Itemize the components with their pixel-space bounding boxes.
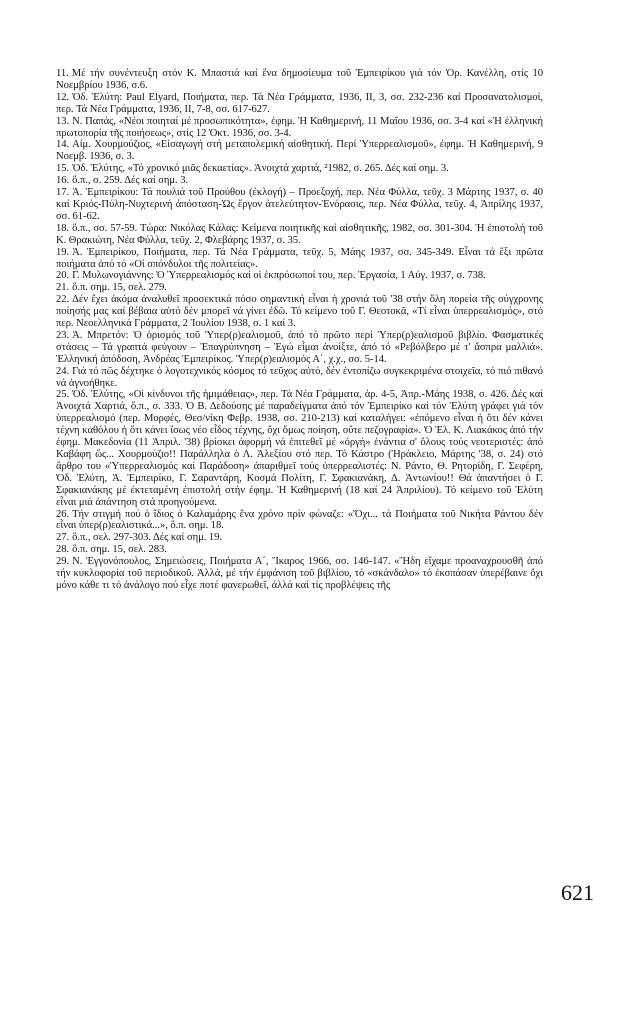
footnote-text: Ὀδ. Ἐλύτης, «Οἱ κίνδυνοι τῆς ἡμιμάθειας», περ. Τά Νέα Γράμματα, ἀρ. 4-5, Ἀπρ.-Μάης 1938, σ. 426. Δές καί Ἀνοιχτά Χαρτιά, ὅ.π., σ. 333. Ὁ Β. Δεδούσης μέ παραδείγματα ἀπό τόν Ἐμπειρίκο καί τόν Ἐλύτη γράφει γιά τόν ὑπερρεαλισμό (περ. Μορφές, Θεσ/νίκη Φεβρ. 1938, σσ. 210-213) καί καταλήγει: «ἑπόμενο εἶναι ἡ ὅτι δέν κάνει τέχνη καθόλου ἡ ὅτι κάνει ἴσως νέο εἶδος τέχνης, ὄχι ὅμως ποίηση, οὔτε πεζογραφία». Ὁ Ἐλ. Κ. Λιακάκος ἀπό τήν ἐφημ. Μακεδονία (11 Ἀπριλ. '38) βρίσκει ἀφορμή νά ἐπιτεθεῖ μέ «ὀργή» ἐνάντια σ' ὅλους τούς νεοτεριστές: ἀπό Καβάφη ὥς... Χουρμούζιο!! Παράλληλα ὁ Λ. Ἀλεξίου στό περ. Τό Κάστρο (Ἡράκλειο, Μάρτης '38, σ. 24) στό ἄρθρο του «Ὑπερρεαλισμός καί Παράδοση» ἀπαριθμεῖ τούς ὑπερρεαλιστές: Ν. Ράντο, Θ. Ρητορίδη, Γ. Σεφέρη, Ὀδ. Ἐλύτη, Ἀ. Ἐμπειρίκο, Γ. Σαραντάρη, Κοσμά Πολίτη, Γ. Σφακιανάκη, Δ. Ἀντωνίου!! Θά ἀπαντήσει ὁ Γ. Σφακιανάκης μέ ἐκτεταμένη ἐπιστολή στήν ἐφημ. Ἡ Καθημερινή (18 καί 24 Ἀπριλίου). Τό κείμενο τοῦ Ἐλύτη εἶναι μιά ἀπάντηση στά προηγούμενα. — [56, 389, 543, 508]
footnote-number: 16. — [56, 175, 70, 187]
footnote-item — [56, 175, 543, 187]
footnote-text: ὅ.π. σημ. 15, σελ. 279. — [72, 282, 167, 294]
footnote-item — [56, 282, 543, 294]
footnote-number: 17. — [56, 187, 70, 199]
footnote-text: Ν. Παπάς, «Νέοι ποιηταί μέ προσωπικότητα», ἐφημ. Ἡ Καθημερινή, 11 Μαΐου 1936, σσ. 3-4 καί «Ἡ ἑλληνική πρωτοπορία τῆς ποιήσεως», στίς 12 Ὀκτ. 1936, σσ. 3-4. — [56, 115, 543, 139]
footnote-number: 14. — [56, 139, 70, 151]
footnote-item — [56, 247, 543, 271]
footnote-number: 29. — [56, 556, 70, 568]
footnote-item — [56, 163, 543, 175]
footnote-number: 21. — [56, 282, 70, 294]
footnote-number: 24. — [56, 365, 70, 377]
footnote-item — [56, 389, 543, 508]
footnote-number: 25. — [56, 389, 70, 401]
footnote-text: Ν. Ἐγγονόπουλος, Σημειώσεις, Ποιήματα Α΄, Ἴκαρος 1966, σσ. 146-147. «Ἤδη εἴχαμε προαναχρουσθῆ ἀπό τήν κυκλοφορία τοῦ περιοδικοῦ. Ἀλλά, μέ τήν ἐμφάνιση τοῦ βιβλίου, τό «σκάνδαλο» τό ἐκσπάσαν ὑπερέβαινε ὄχι μόνο κάθε τι τό ἀνάλογο πού εἶχε ποτέ φανερωθεῖ, ἀλλά καί τίς προβλέψεις τῆς — [56, 556, 543, 591]
footnote-text: Ἀ. Ἐμπειρίκου, Ποιήματα, περ. Τά Νέα Γράμματα, τεῦχ. 5, Μάης 1937, σσ. 345-349. Εἶναι τά ἕξι πρῶτα ποιήματα ἀπό τό «Οἱ σπόνδυλοι τῆς πολιτείας». — [56, 246, 543, 270]
footnote-item — [56, 544, 543, 556]
footnote-item — [56, 116, 543, 140]
footnote-text: Ἀ. Ἐμπειρίκου: Τά πουλιά τοῦ Προύθου (ἐκλογή) – Προεξοχή, περ. Νέα Φύλλα, τεῦχ. 3 Μάρτης 1937, σ. 40 καί Κριός-Πύλη-Νυχτερινή ἀπόσταση-Ὡς ἔργον ἀτελεύτητον-Ἐνόρασις, περ. Νέα Φύλλα, τεῦχ. 4, Ἀπρίλης 1937, σσ. 61-62. — [56, 187, 543, 222]
footnote-item — [56, 509, 543, 533]
footnote-number: 13. — [56, 115, 70, 127]
footnote-item — [56, 139, 543, 163]
footnote-item — [56, 223, 543, 247]
footnote-item — [56, 532, 543, 544]
footnote-item — [56, 270, 543, 282]
footnote-item — [56, 330, 543, 366]
footnote-item — [56, 294, 543, 330]
footnote-text: Μέ τήν συνέντευξη στόν Κ. Μπαστιά καί ἕνα δημοσίευμα τοῦ Ἐμπειρίκου γιά τόν Ὀρ. Κανέλλη, στίς 10 Νοεμβρίου 1936, σ.6. — [56, 68, 543, 91]
footnote-text: Δέν ἔχει ἀκόμα ἀναλυθεῖ προσεκτικά πόσο σημαντική εἶναι ἡ χρονιά τοῦ '38 στήν ὅλη πορεία τῆς σύγχρονης ποίησής μας καί βέβαια αὐτό δέν μπορεῖ νά γίνει ἐδῶ. Τό κείμενο τοῦ Γ. Θεοτοκᾶ, «Τί εἶναι ὑπερρεαλισμός», στό περ. Νεοελληνικά Γράμματα, 2 Ἰουλίου 1938, σ. 1 καί 3. — [56, 294, 543, 330]
footnote-item — [56, 92, 543, 116]
footnote-number: 26. — [56, 508, 70, 520]
footnote-text: Αἰμ. Χουρμούζιος, «Εἰσαγωγή στή μεταπολεμική αἰσθητική. Περί Ὑπερρεαλισμοῦ», ἐφημ. Ἡ Καθημερινή, 9 Νοεμβ. 1936, σ. 3. — [56, 139, 543, 163]
footnote-text: ὅ.π., σελ. 297-303. Δές καί σημ. 19. — [72, 532, 223, 544]
footnotes-list — [56, 68, 543, 592]
footnote-number: 18. — [56, 222, 70, 234]
footnote-number: 23. — [56, 329, 70, 341]
page-number: 621 — [561, 880, 594, 905]
footnote-number: 27. — [56, 532, 70, 544]
footnote-number: 20. — [56, 270, 70, 282]
footnote-number: 15. — [56, 163, 70, 175]
footnote-text: Γ. Μυλωνογιάννης: Ὁ Ὑπερρεαλισμός καί οἱ ἐκπρόσωποί του, περ. Ἐργασία, 1 Αὐγ. 1937, σ. 738. — [72, 270, 486, 282]
footnote-number: 11. — [56, 68, 69, 79]
footnote-number: 19. — [56, 246, 70, 258]
footnote-text: Τήν στιγμή πού ὁ ἴδιος ὁ Καλαμάρης ἕνα χρόνο πρίν φώναζε: «Ὄχι... τά Ποιήματα τοῦ Νικήτα Ράντου δέν εἶναι ὑπερ(ρ)εαλιστικά...», ὅ.π. σημ. 18. — [56, 508, 543, 532]
footnote-text: Γιά τό πῶς δέχτηκε ὁ λογοτεχνικός κόσμος τό τεῦχος αὐτό, δέν ἐντοπίζω συγκεκριμένα στοιχεῖα, τό πιό πιθανό νά ἀγνοήθηκε. — [56, 365, 543, 389]
footnote-number: 12. — [56, 91, 70, 103]
footnote-text: Ἀ. Μπρετόν: Ὁ ὁρισμός τοῦ Ὑπερ(ρ)εαλισμοῦ, ἀπό τό πρῶτο περί Ὑπερ(ρ)εαλισμοῦ βιβλίο. Φασματικές στάσεις – Τά γραπτά φεύγουν – Ἐπαγρύπνηση – Ἐγώ εἶμαι ἀνοίξτε, ἀπό τό «Ρεβόλβερο μέ τ' ἄσπρα μαλλιά». Ἐλληνική ἀπόδοση, Ἀνδρέας Ἐμπειρίκος. Ὑπερ(ρ)εαλισμός Α΄, χ.χ., σσ. 5-14. — [56, 329, 543, 365]
footnote-text: ὅ.π., σσ. 57-59. Τώρα: Νικόλας Κάλας: Κείμενα ποιητικῆς καί αἰσθητικῆς, 1982, σσ. 301-304. Ἡ ἐπιστολή τοῦ Κ. Θρακιώτη, Νέα Φύλλα, τεῦχ. 2, Φλεβάρης 1937, σ. 35. — [56, 222, 543, 246]
footnote-number: 28. — [56, 544, 70, 556]
footnote-item — [56, 187, 543, 223]
footnote-item — [56, 556, 543, 592]
footnote-item — [56, 68, 543, 92]
footnote-text: Ὀδ. Ἐλύτη: Paul Elyard, Ποιήματα, περ. Τά Νέα Γράμματα, 1936, II, 3, σσ. 232-236 καί Προσανατολισμοί, περ. Τά Νέα Γράμματα, 1936, II, 7-8, σσ. 617-627. — [56, 91, 543, 115]
footnote-text: ὅ.π., σ. 259. Δές καί σημ. 3. — [72, 175, 189, 187]
footnote-text: Ὀδ. Ἐλύτης, «Τό χρονικό μιᾶς δεκαετίας». Ἀνοιχτά χαρτιά, ²1982, σ. 265. Δές καί σημ. 3. — [72, 163, 449, 175]
footnote-number: 22. — [56, 294, 70, 306]
footnote-item — [56, 366, 543, 390]
footnote-text: ὅ.π. σημ. 15, σελ. 283. — [72, 544, 167, 556]
